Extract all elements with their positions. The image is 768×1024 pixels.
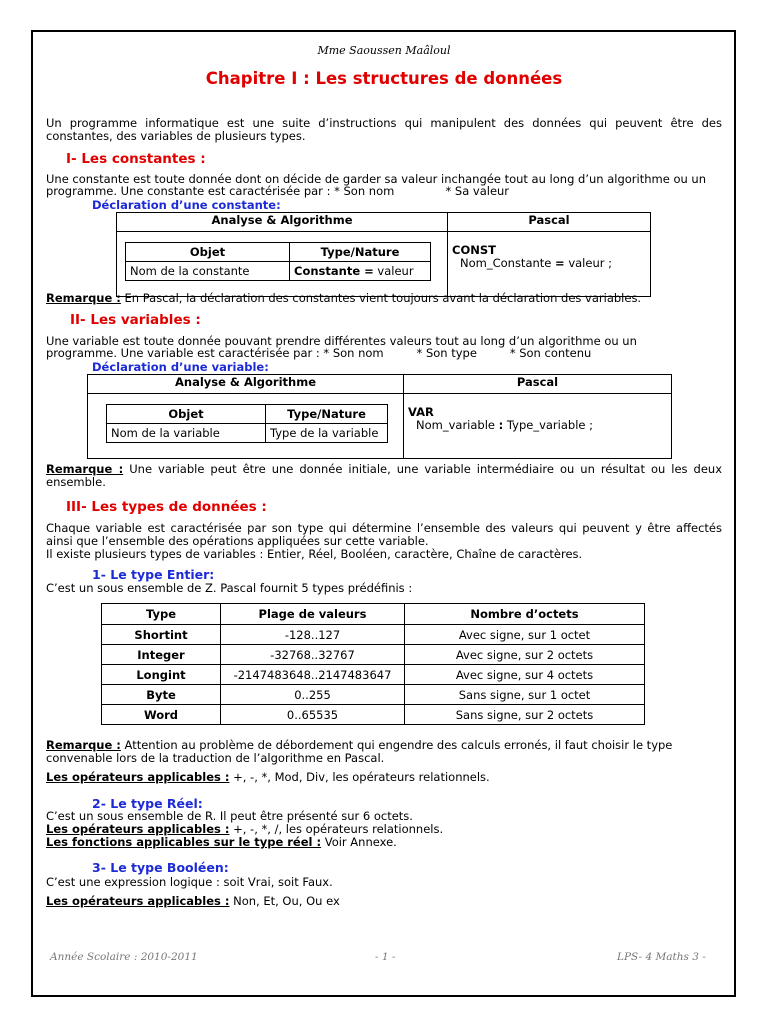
- type-value: Type de la variable: [266, 424, 388, 443]
- constantes-decl-table: [116, 212, 651, 297]
- table-header-type: Type: [102, 604, 221, 625]
- entier-desc: C’est un sous ensemble de Z. Pascal fournit 5 types prédéfinis :: [46, 581, 413, 595]
- author-name: Mme Saoussen Maâloul: [317, 44, 451, 57]
- type-value: Constante = valeur: [290, 262, 431, 281]
- booleen-heading: 3- Le type Booléen:: [92, 860, 229, 875]
- variables-decl-table: [87, 374, 672, 459]
- constantes-decl-title: Déclaration d’une constante:: [92, 198, 281, 212]
- col-algo-header: Analyse & Algorithme: [117, 213, 448, 232]
- constantes-pascal-code: CONST Nom_Constante = valeur ;: [448, 232, 651, 297]
- col-pascal-header: Pascal: [448, 213, 651, 232]
- type-header: Type/Nature: [290, 243, 431, 262]
- variables-pascal-code: VAR Nom_variable : Type_variable ;: [404, 394, 672, 459]
- reel-desc: C’est un sous ensemble de R. Il peut être présenté sur 6 octets.: [46, 809, 413, 823]
- entier-heading: 1- Le type Entier:: [92, 567, 215, 582]
- reel-operators: Les opérateurs applicables : +, -, *, /, les opérateurs relationnels.: [46, 822, 444, 836]
- section-constantes-heading: I- Les constantes :: [66, 151, 206, 167]
- entier-remark: Remarque : Attention au problème de débordement qui engendre des calculs erronés, il faut choisir le type convenable lors de la traduction de l’algorithme en Pascal.: [46, 738, 673, 765]
- section-variables-heading: II- Les variables :: [70, 312, 201, 328]
- table-row: Word 0..65535 Sans signe, sur 2 octets: [102, 705, 645, 725]
- variables-def-line1: Une variable est toute donnée pouvant prendre différentes valeurs tout au long d’un algorithme ou un: [46, 334, 637, 348]
- table-header-plage: Plage de valeurs: [221, 604, 405, 625]
- variables-decl-title: Déclaration d’une variable:: [92, 360, 269, 374]
- obj-header: Objet: [107, 405, 266, 424]
- col-algo-header: Analyse & Algorithme: [88, 375, 404, 394]
- constantes-remark: Remarque : En Pascal, la déclaration des constantes vient toujours avant la déclaration des variables.: [46, 291, 642, 305]
- intro-paragraph: Un programme informatique est une suite d’instructions qui manipulent des données qui peuvent être des constantes, des variables de plusieurs types.: [46, 116, 722, 143]
- table-row: Shortint -128..127 Avec signe, sur 1 octet: [102, 625, 645, 645]
- table-header-octets: Nombre d’octets: [405, 604, 645, 625]
- footer-class: LPS- 4 Maths 3 -: [617, 951, 706, 963]
- variables-def-line2: programme. Une variable est caractérisée par : * Son nom * Son type * Son contenu: [46, 346, 592, 360]
- col-pascal-header: Pascal: [404, 375, 672, 394]
- footer-school-year: Année Scolaire : 2010-2011: [50, 951, 198, 963]
- variables-remark: Remarque : Une variable peut être une donnée initiale, une variable intermédiaire ou un résultat ou les deux ensemble.: [46, 462, 722, 489]
- constantes-def-line2: programme. Une constante est caractérisée par : * Son nom * Sa valeur: [46, 184, 510, 198]
- reel-functions: Les fonctions applicables sur le type réel : Voir Annexe.: [46, 835, 397, 849]
- reel-heading: 2- Le type Réel:: [92, 796, 203, 811]
- obj-value: Nom de la constante: [126, 262, 290, 281]
- booleen-desc: C’est une expression logique : soit Vrai, soit Faux.: [46, 875, 333, 889]
- obj-header: Objet: [126, 243, 290, 262]
- chapter-title: Chapitre I : Les structures de données: [205, 69, 563, 88]
- table-row: Longint -2147483648..2147483647 Avec signe, sur 4 octets: [102, 665, 645, 685]
- entier-types-table: [101, 603, 645, 725]
- obj-value: Nom de la variable: [107, 424, 266, 443]
- types-para1: Chaque variable est caractérisée par son type qui détermine l’ensemble des valeurs qui peuvent y être affectés ainsi que l’ensemble des opérations appliquées sur cette variable.: [46, 521, 722, 548]
- table-row: Byte 0..255 Sans signe, sur 1 octet: [102, 685, 645, 705]
- constantes-objects-table: [125, 242, 431, 281]
- constantes-def-line1: Une constante est toute donnée dont on décide de garder sa valeur inchangée tout au long d’un algorithme ou un: [46, 172, 707, 186]
- footer-page-number: - 1 -: [375, 951, 396, 963]
- entier-operators: Les opérateurs applicables : +, -, *, Mod, Div, les opérateurs relationnels.: [46, 770, 490, 784]
- type-header: Type/Nature: [266, 405, 388, 424]
- variables-objects-table: [106, 404, 388, 443]
- types-para2: Il existe plusieurs types de variables : Entier, Réel, Booléen, caractère, Chaîne de caractères.: [46, 547, 583, 561]
- booleen-operators: Les opérateurs applicables : Non, Et, Ou, Ou ex: [46, 894, 340, 908]
- table-row: Integer -32768..32767 Avec signe, sur 2 octets: [102, 645, 645, 665]
- section-types-heading: III- Les types de données :: [66, 499, 267, 515]
